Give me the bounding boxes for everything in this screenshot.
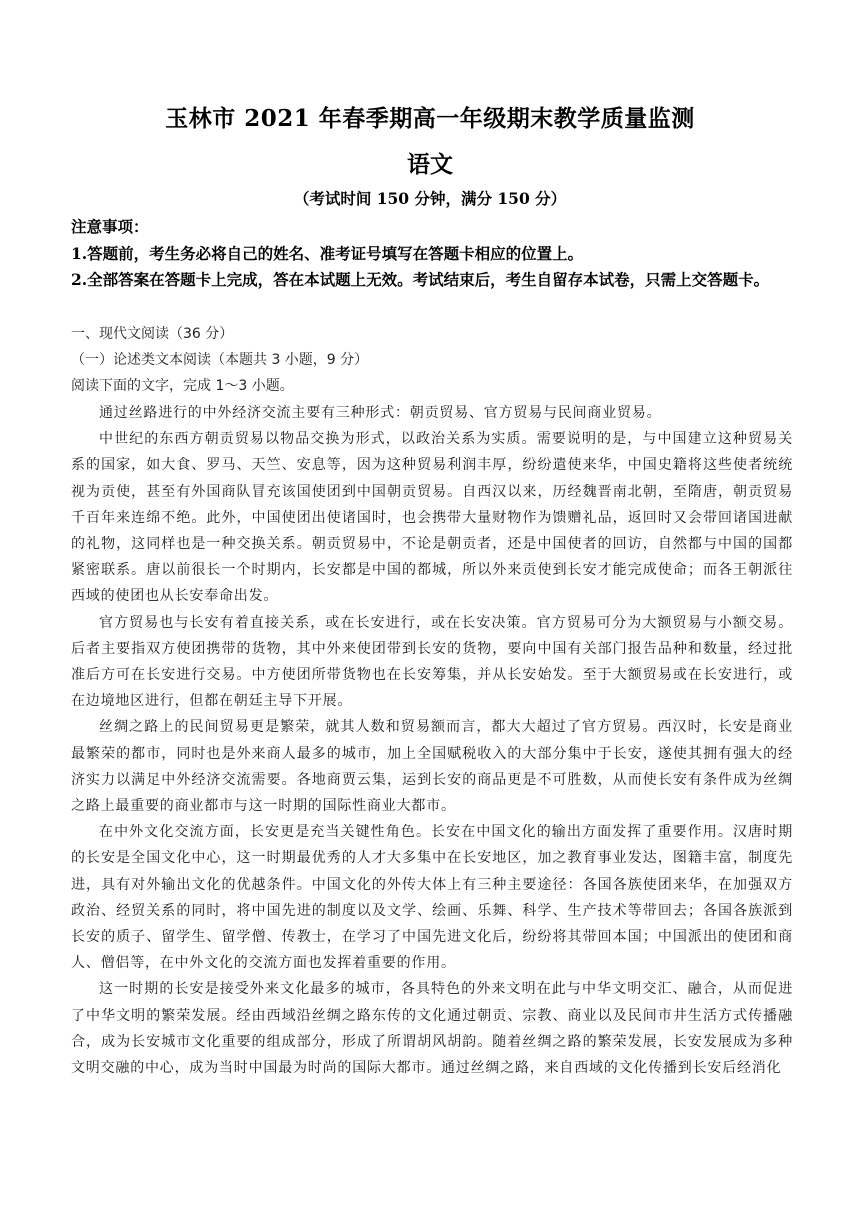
passage-paragraph: 官方贸易也与长安有着直接关系，或在长安进行，或在长安决策。官方贸易可分为大额贸易与小额交易。后者主要指双方使团携带的货物，其中外来使团带到长安的货物，要向中国有关部门报告品种和数量，经过批准后方可在长安进行交易。中方使团所带货物也在长安筹集，并从长安始发。至于大额贸易或在长安进行，或在边境地区进行，但都在朝廷主导下开展。 [71, 614, 793, 710]
section-part-1: 一、现代文阅读（36 分） [71, 326, 234, 342]
passage-paragraph: 中世纪的东西方朝贡贸易以物品交换为形式，以政治关系为实质。需要说明的是，与中国建立这种贸易关系的国家，如大食、罗马、天竺、安息等，因为这种贸易利润丰厚，纷纷遣使来华，中国史籍将这些使者统统视为贡使，甚至有外国商队冒充该国使团到中国朝贡贸易。自西汉以来，历经魏晋南北朝，至隋唐，朝贡贸易千百年来连绵不绝。此外，中国使团出使诸国时，也会携带大量财物作为馈赠礼品，返回时又会带回诸国进献的礼物，这同样也是一种交换关系。朝贡贸易中，不论是朝贡者，还是中国使者的回访，自然都与中国的国都紧密联系。唐以前很长一个时期内，长安都是中国的都城，所以外来贡使到长安才能完成使命；而各王朝派往西域的使团也从长安奉命出发。 [71, 431, 793, 605]
reading-instruction: 阅读下面的文字，完成 1～3 小题。 [71, 378, 294, 394]
notes-item-1: 1.答题前，考生务必将自己的姓名、准考证号填写在答题卡相应的位置上。 [71, 243, 584, 263]
passage-paragraph: 丝绸之路上的民间贸易更是繁荣，就其人数和贸易额而言，都大大超过了官方贸易。西汉时，长安是商业最繁荣的都市，同时也是外来商人最多的城市，加上全国赋税收入的大部分集中于长安，遂使其拥有强大的经济实力以满足中外经济交流需要。各地商贾云集，运到长安的商品更是不可胜数，从而使长安有条件成为丝绸之路上最重要的商业都市与这一时期的国际性商业大都市。 [71, 719, 793, 815]
section-headings [71, 321, 793, 399]
notes-item-2: 2.全部答案在答题卡上完成，答在本试题上无效。考试结束后，考生自留存本试卷，只需上交答题卡。 [71, 270, 770, 289]
passage-paragraph: 通过丝路进行的中外经济交流主要有三种形式：朝贡贸易、官方贸易与民间商业贸易。 [99, 405, 662, 421]
passage-paragraph: 在中外文化交流方面，长安更是充当关键性角色。长安在中国文化的输出方面发挥了重要作用。汉唐时期的长安是全国文化中心，这一时期最优秀的人才大多集中在长安地区，加之教育事业发达，图籍丰富，制度先进，具有对外输出文化的优越条件。中国文化的外传大体上有三种主要途径：各国各族使团来华，在加强双方政治、经贸关系的同时，将中国先进的制度以及文学、绘画、乐舞、科学、生产技术等带回去；各国各族派到长安的质子、留学生、留学僧、传教士，在学习了中国先进文化后，纷纷将其带回本国；中国派出的使团和商人、僧侣等，在中外文化的交流方面也发挥着重要的作用。 [71, 824, 793, 972]
exam-notes [71, 214, 793, 294]
exam-time-note: （考试时间 150 分钟，满分 150 分） [293, 189, 567, 208]
section-part-1-1: （一）论述类文本阅读（本题共 3 小题，9 分） [71, 352, 369, 368]
subject-title: 语文 [407, 151, 453, 178]
exam-title: 玉林市 2021 年春季期高一年级期末教学质量监测 [165, 105, 695, 132]
passage-paragraph: 这一时期的长安是接受外来文化最多的城市，各具特色的外来文明在此与中华文明交汇、融合，从而促进了中华文明的繁荣发展。经由西域沿丝绸之路东传的文化通过朝贡、宗教、商业以及民间市井生活方式传播融合，成为长安城市文化重要的组成部分，形成了所谓胡风胡韵。随着丝绸之路的繁荣发展，长安发展成为多种文明交融的中心，成为当时中国最为时尚的国际大都市。通过丝绸之路，来自西域的文化传播到长安后经消化 [71, 981, 793, 1077]
reading-passage [71, 400, 793, 1081]
notes-heading: 注意事项： [71, 217, 149, 236]
